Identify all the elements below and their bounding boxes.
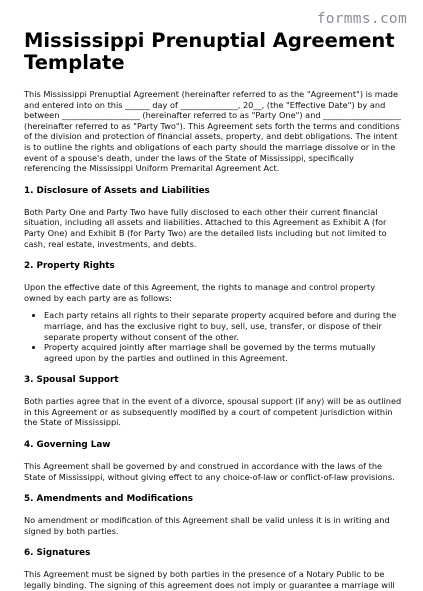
section-amendments — [24, 494, 402, 536]
intro-paragraph: This Mississippi Prenuptial Agreement (hereinafter referred to as the "Agreement") is made and entered into on this ______ day of ______________, 20__, (the "Effective Date") by and between ___________________ (hereinafter referred to as "Party One") and ___________________ (hereinafter referred to as "Party Two"). This Agreement sets forth the terms and conditions of the division and protection of financial assets, property, and debt obligations. The intent is to outline the rights and obligations of each party should the marriage dissolve or in the event of a spouse's death, under the laws of the State of Mississippi, specifically referencing the Mississippi Uniform Premarital Agreement Act. — [24, 89, 401, 174]
section-heading: 2. Property Rights — [24, 261, 115, 272]
document-title: Mississippi Prenuptial Agreement Template — [24, 29, 395, 74]
list-item: • Each party retains all rights to their separate property acquired before and during the marriage, and has the exclusive right to buy, sell, use, transfer, or dispose of their separate property without consent of the other. — [44, 310, 402, 342]
bullet-list — [24, 310, 402, 363]
section-heading: 1. Disclosure of Assets and Liabilities — [24, 185, 210, 196]
section-body: Upon the effective date of this Agreement, the rights to manage and control property owned by each party are as follows: — [24, 282, 376, 303]
section-spousal-support — [24, 375, 402, 428]
section-heading: 5. Amendments and Modifications — [24, 494, 194, 505]
section-body: Both Party One and Party Two have fully disclosed to each other their current financial situation, including all assets and liabilities. Attached to this Agreement as Exhibit A (for Party One) and Exhibit B (for Party Two) are the detailed lists including but not limited to cash, real estate, investments, and debts. — [24, 206, 387, 249]
section-heading: 3. Spousal Support — [24, 375, 119, 386]
section-signatures — [24, 548, 402, 590]
section-body: This Agreement must be signed by both parties in the presence of a Notary Public to be legally binding. The signing of this agreement does not imply or guarantee a marriage will — [24, 569, 395, 591]
section-body: Both parties agree that in the event of a divorce, spousal support (if any) will be as outlined in this Agreement or as subsequently modified by a court of competent jurisdiction within the State of Mississippi. — [24, 396, 402, 428]
watermark-logo: formms.com — [316, 11, 407, 27]
list-item: • Property acquired jointly after marriage shall be governed by the terms mutually agreed upon by the parties and outlined in this Agreement. — [44, 342, 402, 363]
section-governing-law — [24, 440, 402, 482]
section-heading: 4. Governing Law — [24, 440, 111, 451]
section-property-rights — [24, 261, 402, 363]
section-heading: 6. Signatures — [24, 548, 91, 559]
document-page — [24, 30, 402, 591]
section-disclosure — [24, 186, 402, 249]
section-body: No amendment or modification of this Agreement shall be valid unless it is in writing and signed by both parties. — [24, 515, 390, 536]
section-body: This Agreement shall be governed by and construed in accordance with the laws of the State of Mississippi, without giving effect to any choice-of-law or conflict-of-law provisions. — [24, 461, 395, 482]
